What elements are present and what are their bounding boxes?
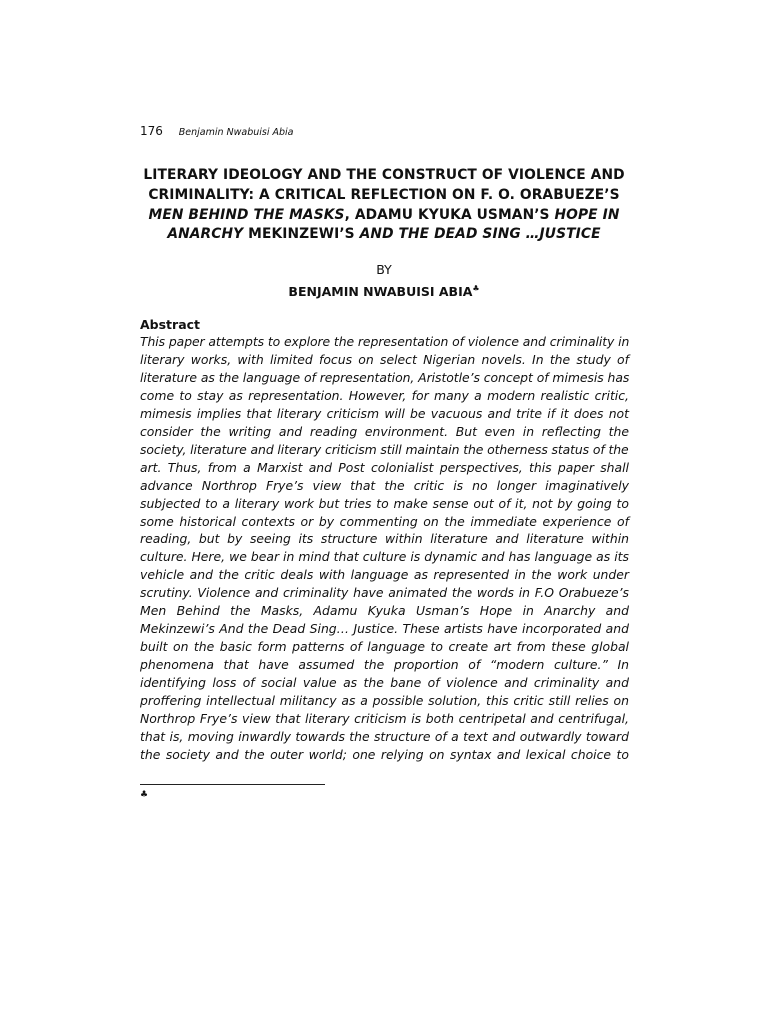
abstract-line: proffering intellectual militancy as a possible solution, this critic still relies on xyxy=(140,693,629,709)
abstract-line: identifying loss of social value as the bane of violence and criminality and xyxy=(140,675,629,691)
abstract-line: culture. Here, we bear in mind that culture is dynamic and has language as its xyxy=(140,549,629,565)
title-line-1: LITERARY IDEOLOGY AND THE CONSTRUCT OF VIOLENCE AND xyxy=(143,167,625,183)
title-novel-3: AND THE DEAD SING …JUSTICE xyxy=(359,226,601,243)
abstract-line: This paper attempts to explore the representation of violence and criminality in xyxy=(140,334,630,349)
abstract-line: phenomena that have assumed the proportion of “modern culture.” In xyxy=(140,657,629,673)
abstract-line: Men Behind the Masks, Adamu Kyuka Usman’s Hope in Anarchy and xyxy=(140,603,629,619)
title-line-4 xyxy=(140,225,628,245)
footnote-marker: ♣ xyxy=(140,790,149,800)
abstract-line: scrutiny. Violence and criminality have animated the words in F.O Orabueze’s xyxy=(140,585,629,601)
author-name-line xyxy=(140,280,628,301)
abstract-body xyxy=(140,333,629,764)
abstract-line: consider the writing and reading environment. But even in reflecting the xyxy=(140,423,629,439)
title-line-2: CRIMINALITY: A CRITICAL REFLECTION ON F. O. ORABUEZE’S xyxy=(148,186,620,203)
footnote-separator xyxy=(140,784,325,785)
running-header xyxy=(140,123,294,141)
page-number: 176 xyxy=(140,124,163,138)
running-author: Benjamin Nwabuisi Abia xyxy=(178,127,294,138)
title-novel-1: MEN BEHIND THE MASKS xyxy=(148,206,345,223)
abstract-heading: Abstract xyxy=(140,317,201,332)
author-name: BENJAMIN NWABUISI ABIA xyxy=(288,284,473,299)
abstract-line: art. Thus, from a Marxist and Post colonialist perspectives, this paper shall xyxy=(140,459,629,475)
title-novel-2-part-2: ANARCHY xyxy=(167,226,244,243)
abstract-line: Northrop Frye’s view that literary criticism is both centripetal and centrifugal, xyxy=(140,711,629,727)
abstract-line: come to stay as representation. However, for many a modern realistic critic, xyxy=(140,387,629,403)
author-footnote-mark: ♣ xyxy=(472,284,480,293)
abstract-line: the society and the outer world; one relying on syntax and lexical choice to xyxy=(140,746,629,762)
abstract-line: mimesis implies that literary criticism will be vacuous and trite if it does not xyxy=(140,405,629,421)
abstract-line: vehicle and the critic deals with language as represented in the work under xyxy=(140,567,629,583)
abstract-line: advance Northrop Frye’s view that the critic is no longer imaginatively xyxy=(140,477,629,493)
abstract-line: literary works, with limited focus on select Nigerian novels. In the study of xyxy=(140,351,629,367)
by-label: BY xyxy=(376,262,392,277)
abstract-line: society, literature and literary criticism still maintain the otherness status of the xyxy=(140,441,629,457)
abstract-line: Mekinzewi’s And the Dead Sing… Justice. These artists have incorporated and xyxy=(140,621,629,637)
abstract-line: some historical contexts or by commenting on the immediate experience of xyxy=(140,513,629,529)
abstract-line: reading, but by seeing its structure within literature and literature within xyxy=(140,531,629,547)
title-connector-1: , ADAMU KYUKA USMAN’S xyxy=(344,206,555,223)
abstract-line: subjected to a literary work but tries to make sense out of it, not by going to xyxy=(140,495,629,511)
title-line-3 xyxy=(140,206,628,226)
title-novel-2-part-1: HOPE IN xyxy=(554,206,620,223)
title-connector-2: MEKINZEWI’S xyxy=(243,226,360,243)
abstract-line: built on the basic form patterns of language to create art from these global xyxy=(140,639,629,655)
paper-title xyxy=(140,166,628,245)
abstract-line: literature as the language of representation, Aristotle’s concept of mimesis has xyxy=(140,369,630,385)
abstract-line: that is, moving inwardly towards the structure of a text and outwardly toward xyxy=(140,728,629,744)
